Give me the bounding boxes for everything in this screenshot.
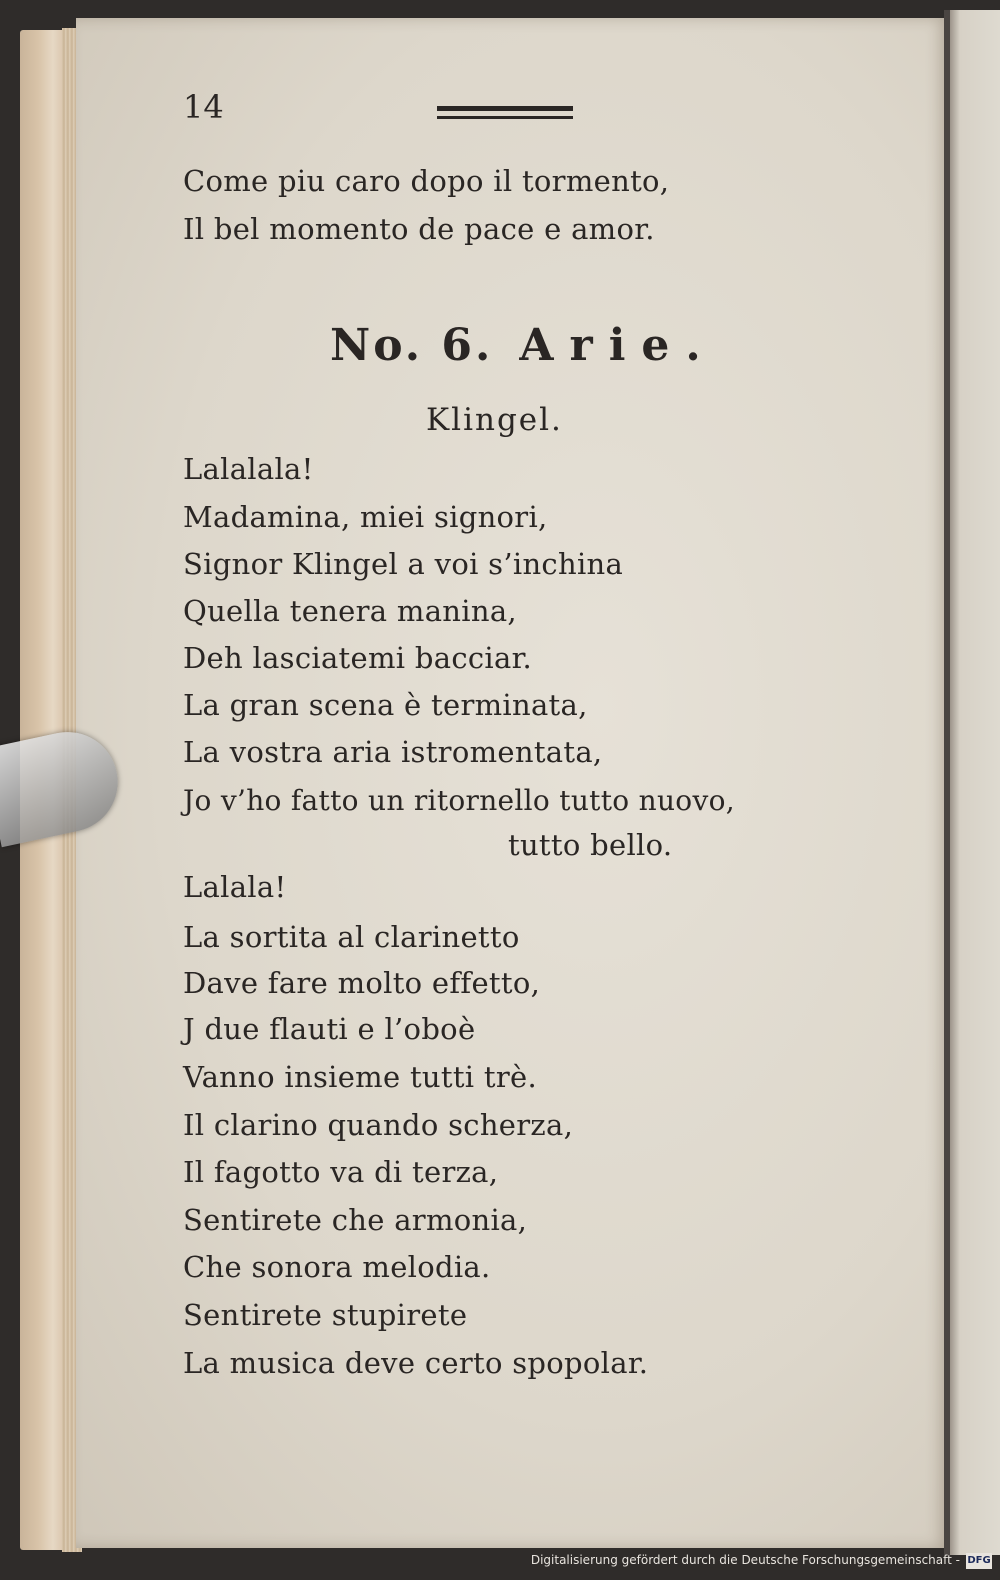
facing-page-edge bbox=[950, 10, 1000, 1555]
verse-line: Sentirete che armonia, bbox=[183, 1203, 528, 1237]
verse-line: Il clarino quando scherza, bbox=[183, 1108, 574, 1142]
verse-line: Deh lasciatemi bacciar. bbox=[183, 641, 533, 675]
verse-line: Signor Klingel a voi s’inchina bbox=[183, 547, 624, 581]
digitization-credit: Digitalisierung gefördert durch die Deutsche Forschungsgemeinschaft - bbox=[530, 1553, 960, 1567]
verse-line: Jo v’ho fatto un ritornello tutto nuovo, bbox=[183, 784, 735, 817]
verse-line: Madamina, miei signori, bbox=[183, 500, 548, 534]
verse-line: Sentirete stupirete bbox=[183, 1298, 468, 1332]
header-rule-thick bbox=[437, 106, 573, 111]
verse-line: La vostra aria istromentata, bbox=[183, 735, 603, 769]
text-line: Come piu caro dopo il tormento, bbox=[183, 164, 670, 198]
text-line: Il bel momento de pace e amor. bbox=[183, 212, 655, 246]
speaker-name: Klingel. bbox=[426, 402, 563, 438]
verse-line: La gran scena è terminata, bbox=[183, 688, 588, 722]
verse-line: Lalala! bbox=[183, 870, 287, 904]
verse-line: La sortita al clarinetto bbox=[183, 920, 520, 954]
heading-title: Arie. bbox=[519, 320, 717, 371]
verse-line: Dave fare molto effetto, bbox=[183, 966, 541, 1000]
verse-line: Che sonora melodia. bbox=[183, 1250, 491, 1284]
verse-line: Il fagotto va di terza, bbox=[183, 1155, 499, 1189]
dfg-logo: DFG bbox=[966, 1553, 992, 1569]
page-number: 14 bbox=[183, 88, 224, 126]
verse-line-continuation: tutto bello. bbox=[508, 828, 673, 862]
verse-line: J due flauti e l’oboè bbox=[183, 1012, 476, 1046]
verse-line: Vanno insieme tutti trè. bbox=[183, 1060, 537, 1094]
section-heading bbox=[330, 320, 717, 371]
verse-line: Lalalala! bbox=[183, 452, 314, 486]
header-rule-thin bbox=[437, 116, 573, 119]
heading-number: No. 6. bbox=[330, 320, 494, 371]
verse-line: Quella tenera manina, bbox=[183, 594, 517, 628]
verse-line: La musica deve certo spopolar. bbox=[183, 1346, 649, 1380]
